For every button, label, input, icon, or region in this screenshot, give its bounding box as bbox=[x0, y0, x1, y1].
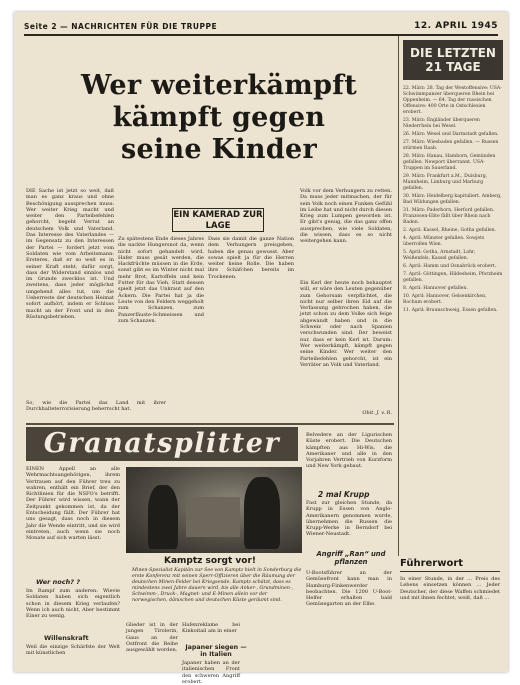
headline bbox=[54, 70, 384, 166]
chronicle-entry: 6. April: Hamm und Osnabrück erobert. bbox=[403, 264, 497, 269]
subhead-japaner: Japaner siegen — in Italien bbox=[185, 644, 247, 658]
article-column-2b bbox=[208, 236, 294, 422]
article-col3-text: Volk vor dem Verhungern zu retten. Da muss jeder mitmachen, der für sein Volk noch einen Funken Gefühl im Leibe hat und nicht durch diesen Krieg zum Lumpen geworden ist. Er gibt's genug, die das ganz offen aussprechen, wie viele Soldaten, die wissen, dass es so nicht weitergehen kann. bbox=[300, 188, 392, 245]
chronicle-entry: 29. März: Frankfurt a.M., Duisburg, Mannheim, Limburg und Marburg gefallen. bbox=[403, 174, 488, 191]
granat-right-3 bbox=[306, 570, 392, 666]
chronicle-entry: 22. März: 28. Tag der Westoffensive: USA-Schwimmpanzer überqueren Rhein bei Oppenheim. — 64. Tag der russischen Offensive: 400 Orte in Ostschlesien erobert. bbox=[403, 86, 502, 115]
headline-line-3: seine Kinder bbox=[120, 134, 318, 165]
granat-bottom2-text: Hafenreklame bei Kinkoitail am in einer bbox=[182, 622, 240, 635]
section-divider bbox=[26, 423, 394, 425]
chronicle-entry: 8. April: Hannover gefallen. bbox=[403, 286, 468, 291]
granat-col1b-text: Im Rampf zum anderen: Wievie Soldaten haben sich eigentlich schon in diesem Krieg verlaufen? Wenn ich auch nicht, Aber bestimmt Einer zu wenig. bbox=[26, 588, 120, 620]
granat-column-1 bbox=[26, 466, 120, 576]
granat-right3-text: U-Bootsführer an der Gemüsefront kann man in Hamburg-Finkenwerder beobachten. Die 1200 U-Boot-Helfer erhalten bald Gemüsegarten an der Elbe. bbox=[306, 570, 392, 608]
chronicle-entry: 27. März: Wiesbaden gefallen. — Russen stürmen Raab. bbox=[403, 140, 499, 151]
chronicle-entry: 11. April: Braunschweig, Essen gefallen. bbox=[403, 308, 498, 313]
article-col1b-text: So, wie die Partei das Land mit ihrer Durchhalteterrorisierung beherrscht hat. bbox=[26, 400, 166, 413]
article-col2b-text: Dass sie damit die ganze Nation dem Verhungern preisgeben, haben die genau gewusst. Aber sowas spielt ja für die Herren weiter keine Rolle. Die haben ihre Schäfchen bereits im Trockenen. bbox=[208, 236, 294, 280]
header-title: Seite 2 — NACHRICHTEN FÜR DIE TRUPPE bbox=[24, 22, 218, 31]
sidebar-chronicle bbox=[398, 36, 503, 556]
article-column-2 bbox=[118, 236, 204, 422]
granat-right2-text: Fast zur gleichen Stunde, da Krupp in Essen von Anglo-Amerikanern genommen wurde, übernehmen die Russen die Krupp-Werke in Berndorf bei Wiener-Neustadt. bbox=[306, 500, 392, 538]
chronicle-entry: 10. April: Hannover, Gelsenkirchen, Bochum erobert. bbox=[403, 294, 487, 305]
news-photo bbox=[126, 467, 302, 553]
granat-bottom1-text: Glieder ist in der jungen Tirolerin, Gaus an der Ostfront die Reihe ausgewählt worden. bbox=[126, 622, 178, 654]
photo-figure-left bbox=[148, 485, 178, 549]
photo-headline: Kamptz sorgt vor! bbox=[164, 556, 256, 566]
chronicle-entry: 28. März: Hanau, Hamborn, Gemünden gefallen. Newport überrannt. USA-Truppen im Sauerland. bbox=[403, 154, 496, 171]
granat-col1-text: EINEN Appell an alle Wehrmachtsangehörigen, ihrem Vertrauen auf den Führer treu zu wahren, enthält ein Brief, der den Richtlinien für die NSFO's betrifft. Der Führer wird wissen, wann der Zeitpunkt gekommen ist, da der Entscheidung fällt. Der Führer hat uns gesagt, dass noch in diesem Jahr die Wende eintritt, und sie wird eintreten, auch wenn sie noch Monate auf sich warten lässt. bbox=[26, 466, 120, 542]
article-column-1 bbox=[26, 188, 114, 398]
granatsplitter-banner: Granatsplitter bbox=[26, 427, 298, 461]
newspaper-page bbox=[14, 12, 508, 685]
granat-right-2 bbox=[306, 500, 392, 546]
granat-column-1b bbox=[26, 588, 120, 632]
photo-table bbox=[186, 497, 240, 537]
subhead-angriff: Angriff „Ran“ und pflanzen bbox=[316, 550, 386, 566]
sidebar-title-box: DIE LETZTEN 21 TAGE bbox=[403, 40, 503, 80]
photo-figure-right bbox=[244, 477, 280, 549]
article-column-3 bbox=[300, 188, 392, 274]
chronicle-entry: 7. April: Göttingen, Hildesheim, Pforzheim gefallen. bbox=[403, 272, 503, 283]
header-date: 12. APRIL 1945 bbox=[414, 21, 498, 31]
granat-bottom-1 bbox=[126, 622, 178, 668]
chronicle-entry: 23. März: Engländer überqueren Niederrhein bei Wesel. bbox=[403, 118, 480, 129]
kamerad-box: EIN KAMERAD ZUR LAGE bbox=[173, 210, 263, 231]
photo-caption: Minen-Spezialist Kapitän zur See von Kamptz hielt in Sonderburg die erste Konferenz mit seinen Sperr-Offizieren über die Räumung der deutschen Minen-Felder bei Kriegsende. Kamptz schätzt, dass es mindestens zwei Jahre dauern wird, bis alle Anker-, Grundminen-, Schwimm-, Druck-, Magnet- und E-Minen allein vor der norwegischen, dänischen und deutschen Küste geräumt sind. bbox=[132, 568, 302, 603]
chronicle-entry: 26. März: Wesel und Darmstadt gefallen. bbox=[403, 132, 499, 137]
granat-right1-text: Belvedere an der Ligurischen Küste erobert. Die Deutschen kämpften aus Hi-Wis, die Amerikaner und alle in den Vorjahren Vertrieb von Kurzform und New York gebaut. bbox=[306, 432, 392, 470]
article-col3b-text: Ein Kerl der heute noch behauptet will, er wäre den Leuten gegenüber zum Gehorsam verpflichtet, die nicht nur selber ihren Eid auf die Verfassung gebrochen haben, die jetzt schon zu dem Volke sich feige abgewandt haben und in die Schweiz oder nach Spanien verschwunden sind. Der beweist nur, dass er kein Kerl ist. Darum: Wer weiterkämpft, kämpft gegen seine Kinder. Wer weiter den Parteibefehlen gehorcht, ist ein Verräter an Volk und Vaterland. bbox=[300, 280, 392, 368]
headline-line-1: Wer weiterkämpft bbox=[80, 70, 357, 101]
chronicle-entry: 5. April: Gotha, Arnstadt, Lohr, Weißenfels, Kassel gefallen. bbox=[403, 250, 476, 261]
fuehrerwort-title: Führerwort bbox=[400, 558, 500, 572]
sidebar-entries bbox=[403, 86, 503, 314]
chronicle-entry: 4. April: Münster gefallen. Sowjets überrollen Wien. bbox=[403, 236, 485, 247]
article-col1-text: DIE Sache ist jetzt so weit, daß man es ganz kraus und ohne Beschönigung aussprechen muss: Wer weiter Krieg macht und weiter den Parteibefehlen gehorcht, begeht Verrat an deutschem Volk und Vaterland. Das Interesse des Vaterlandes — im Gegensatz zu den Interessen der Partei — fordert jetzt vom Soldaten wie vom Arbeitsmann: Ersteres, daß er so weit es in seiner Kraft steht, dafür sorgt, dass der Widerstand sinnlos und im Grunde zwecklos ist. Und zweitens, dass jeder möglichst umgehend alles tut, um die Ueberreste der deutschen Heimat sofort aufhört, indem er Schluss macht an der Front und in den Rüstungsbetrieben. bbox=[26, 188, 114, 320]
granat-column-1c bbox=[26, 644, 120, 664]
subhead-willenskraft: Willenskraft bbox=[44, 634, 89, 642]
subhead-wer-noch: Wer noch? ? bbox=[36, 578, 81, 586]
chronicle-entry: 30. März: Heidelberg kapituliert. Amberg, Bad Wildungen gefallen. bbox=[403, 194, 502, 205]
headline-line-2: kämpft gegen bbox=[112, 102, 326, 133]
granat-right-1 bbox=[306, 432, 392, 488]
fuehrerwort-text: In einer Stunde, in der ... Preis des Lebens einsetzen können ... Jeder Deutscher, der diese Waffen schmiedet und mit ihnen fechtet, weiß, daß ... bbox=[400, 576, 500, 601]
article-column-3b bbox=[300, 280, 392, 410]
subhead-krupp: 2 mal Krupp bbox=[318, 490, 370, 499]
granat-bottom3-text: Japaner haben an der italienischen Front den schweren Angriff erobert. bbox=[182, 660, 240, 685]
granat-bottom-3 bbox=[182, 660, 240, 685]
fuehrerwort-box bbox=[400, 558, 500, 662]
article-signature: Obit. J. v. R. bbox=[362, 410, 392, 416]
article-col2-text: Zu spätestens Ende dieses Jahres die nackte Hungersnot da, wenn nicht sofort gehandelt wird. Hafer muss gesät werden, die Hackfrüchte müssen in die Erde, sonst gibt es im Winter nicht mal mehr Brot, Kartoffeln und kein Futter für das Vieh. Statt dessen spielt jetzt das Unkraut auf den Äckern. Die Partei hat ja die Leute von den Feldern weggeholt zum Schanzen, zum Panzerfäuste-Schmeissen und zum Schanzen. bbox=[118, 236, 204, 324]
granat-col1c-text: Weil die einzige Schärfste der Welt mit künstlichen bbox=[26, 644, 120, 657]
chronicle-entry: 2. April: Kassel, Rheine, Gotha gefallen. bbox=[403, 228, 497, 233]
granat-bottom-2 bbox=[182, 622, 240, 642]
chronicle-entry: 31. März: Paderborn, Herford gefallen. Franzosen-Elite fällt über Rhein nach Baden. bbox=[403, 208, 495, 225]
page-header bbox=[24, 20, 498, 36]
